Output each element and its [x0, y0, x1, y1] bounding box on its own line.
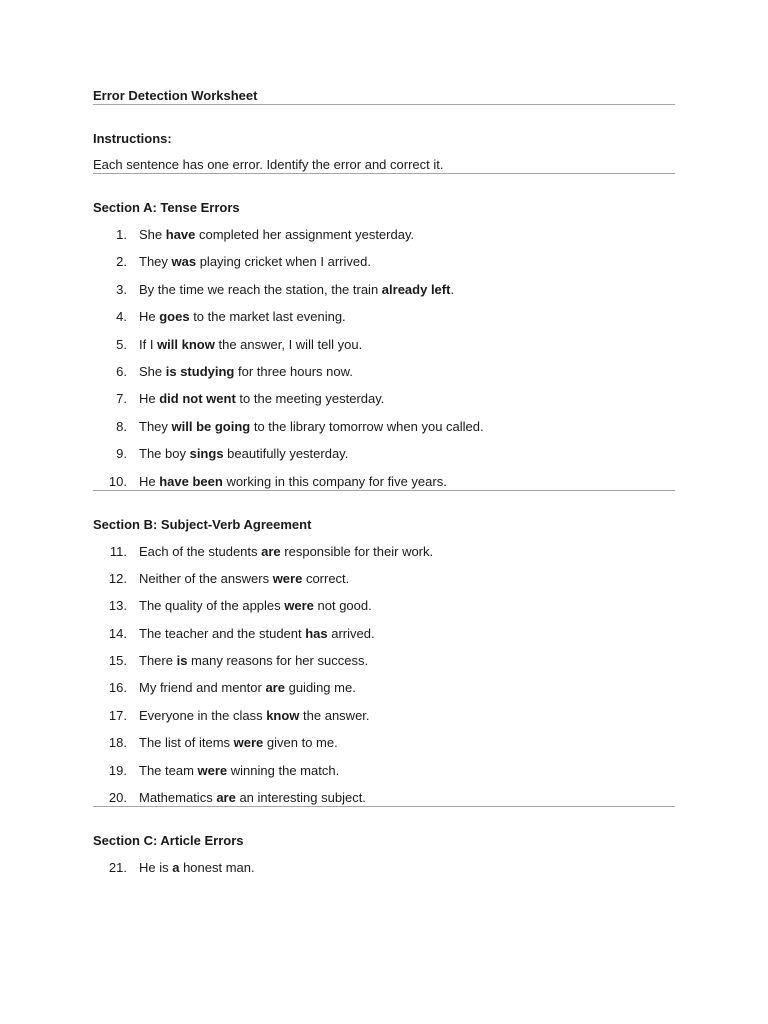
sentence-text: The boy: [139, 446, 190, 462]
question-number: 3.: [116, 281, 127, 297]
question-item: [93, 789, 675, 806]
error-phrase: is: [176, 653, 188, 669]
question-number: 19.: [108, 762, 127, 778]
error-phrase: are: [261, 543, 281, 559]
sentence-text: They: [139, 418, 172, 434]
sentence-text: to the meeting yesterday.: [235, 391, 385, 407]
question-item: [93, 363, 675, 380]
sentence-text: to the market last evening.: [189, 309, 346, 325]
error-phrase: goes: [159, 309, 190, 325]
sentence-text: the answer, I will tell you.: [214, 336, 363, 352]
question-list: [93, 859, 675, 876]
question-number: 18.: [108, 735, 127, 751]
instructions-text: Each sentence has one error. Identify the error and correct it.: [93, 157, 444, 172]
error-phrase: will know: [157, 336, 215, 352]
question-number: 10.: [108, 473, 127, 489]
question-item: [93, 543, 675, 560]
sentence-text: The quality of the apples: [139, 598, 285, 614]
question-number: 16.: [108, 680, 127, 696]
section-heading: Section B: Subject-Verb Agreement: [93, 516, 312, 532]
sentence-text: Everyone in the class: [139, 707, 267, 723]
question-number: 5.: [116, 336, 127, 352]
divider: [93, 104, 675, 105]
question-item: [93, 473, 675, 490]
sentence-text: correct.: [302, 570, 350, 586]
sentence-text: for three hours now.: [234, 363, 353, 379]
question-number: 17.: [108, 707, 127, 723]
sentence-text: completed her assignment yesterday.: [195, 227, 415, 242]
sentence-text: many reasons for her success.: [187, 653, 369, 669]
question-item: [93, 418, 675, 435]
error-phrase: were: [284, 598, 314, 614]
question-list: [93, 226, 675, 490]
error-phrase: was: [171, 254, 197, 270]
question-number: 8.: [116, 418, 127, 434]
question-number: 20.: [108, 790, 127, 806]
sentence-text: to the library tomorrow when you called.: [250, 418, 484, 434]
sentence-text: not good.: [313, 598, 372, 614]
question-item: [93, 707, 675, 724]
sentence-text: the answer.: [299, 707, 370, 723]
sentence-text: honest man.: [179, 860, 255, 876]
error-phrase: will be going: [171, 418, 251, 434]
question-item: [93, 336, 675, 353]
sentence-text: She: [139, 227, 166, 242]
section-heading: Section A: Tense Errors: [93, 200, 240, 215]
sentence-text: He: [139, 391, 160, 407]
sentence-text: The teacher and the student: [139, 625, 306, 641]
question-item: [93, 597, 675, 614]
sentence-text: working in this company for five years.: [222, 473, 447, 489]
sentence-text: If I: [139, 336, 158, 352]
question-number: 15.: [108, 653, 127, 669]
error-phrase: is studying: [165, 363, 235, 379]
question-number: 7.: [116, 391, 127, 407]
sentence-text: They: [139, 254, 172, 270]
question-number: 4.: [116, 309, 127, 325]
sentence-text: Neither of the answers: [139, 570, 273, 586]
question-number: 12.: [108, 570, 127, 586]
sentence-text: The team: [139, 762, 198, 778]
question-number: 2.: [116, 254, 127, 270]
sentence-text: He is: [139, 860, 173, 876]
question-number: 14.: [108, 625, 127, 641]
sentence-text: She: [139, 363, 166, 379]
sentence-text: playing cricket when I arrived.: [196, 254, 371, 270]
sentence-text: guiding me.: [284, 680, 356, 696]
sentence-text: arrived.: [327, 625, 375, 641]
sentence-text: responsible for their work.: [280, 543, 434, 559]
error-phrase: already left: [381, 281, 451, 297]
error-phrase: did not went: [159, 391, 236, 407]
sentence-text: Each of the students: [139, 543, 262, 559]
sentence-text: beautifully yesterday.: [223, 446, 349, 462]
section-heading: Section C: Article Errors: [93, 833, 244, 849]
question-number: 21.: [108, 860, 127, 876]
question-list: [93, 543, 675, 807]
question-item: [93, 445, 675, 462]
question-item: [93, 226, 675, 243]
question-number: 6.: [116, 363, 127, 379]
divider: [93, 490, 675, 491]
error-phrase: were: [233, 735, 264, 751]
sentence-text: By the time we reach the station, the train: [139, 281, 382, 297]
error-phrase: are: [265, 680, 285, 696]
page-title: Error Detection Worksheet: [93, 88, 258, 103]
sentence-text: My friend and mentor: [139, 680, 266, 696]
sentence-text: given to me.: [263, 735, 338, 751]
question-number: 1.: [116, 227, 127, 242]
error-phrase: has: [305, 625, 328, 641]
sentence-text: He: [139, 309, 160, 325]
divider: [93, 173, 675, 174]
worksheet-section: [93, 199, 675, 491]
sentence-text: There: [139, 653, 177, 669]
sentence-text: The list of items: [139, 735, 234, 751]
worksheet-section: [93, 832, 675, 876]
question-item: [93, 679, 675, 696]
question-item: [93, 308, 675, 325]
question-item: [93, 859, 675, 876]
sections-container: [93, 199, 675, 876]
question-item: [93, 762, 675, 779]
error-phrase: are: [216, 790, 236, 806]
question-item: [93, 390, 675, 407]
error-phrase: were: [197, 762, 228, 778]
error-phrase: have been: [159, 473, 223, 489]
sentence-text: winning the match.: [227, 762, 340, 778]
instructions-label: Instructions:: [93, 131, 172, 146]
error-phrase: sings: [189, 446, 224, 462]
question-item: [93, 253, 675, 270]
error-phrase: were: [272, 570, 303, 586]
question-number: 11.: [109, 543, 127, 559]
question-item: [93, 734, 675, 751]
question-number: 9.: [116, 446, 127, 462]
sentence-text: He: [139, 473, 160, 489]
sentence-text: an interesting subject.: [235, 790, 366, 806]
sentence-text: .: [450, 281, 455, 297]
question-item: [93, 281, 675, 298]
divider: [93, 806, 675, 807]
question-item: [93, 652, 675, 669]
error-phrase: know: [266, 707, 300, 723]
question-number: 13.: [108, 598, 127, 614]
worksheet-section: [93, 516, 675, 808]
question-item: [93, 625, 675, 642]
error-phrase: a: [172, 860, 180, 876]
question-item: [93, 570, 675, 587]
error-phrase: have: [165, 227, 196, 242]
sentence-text: Mathematics: [139, 790, 217, 806]
